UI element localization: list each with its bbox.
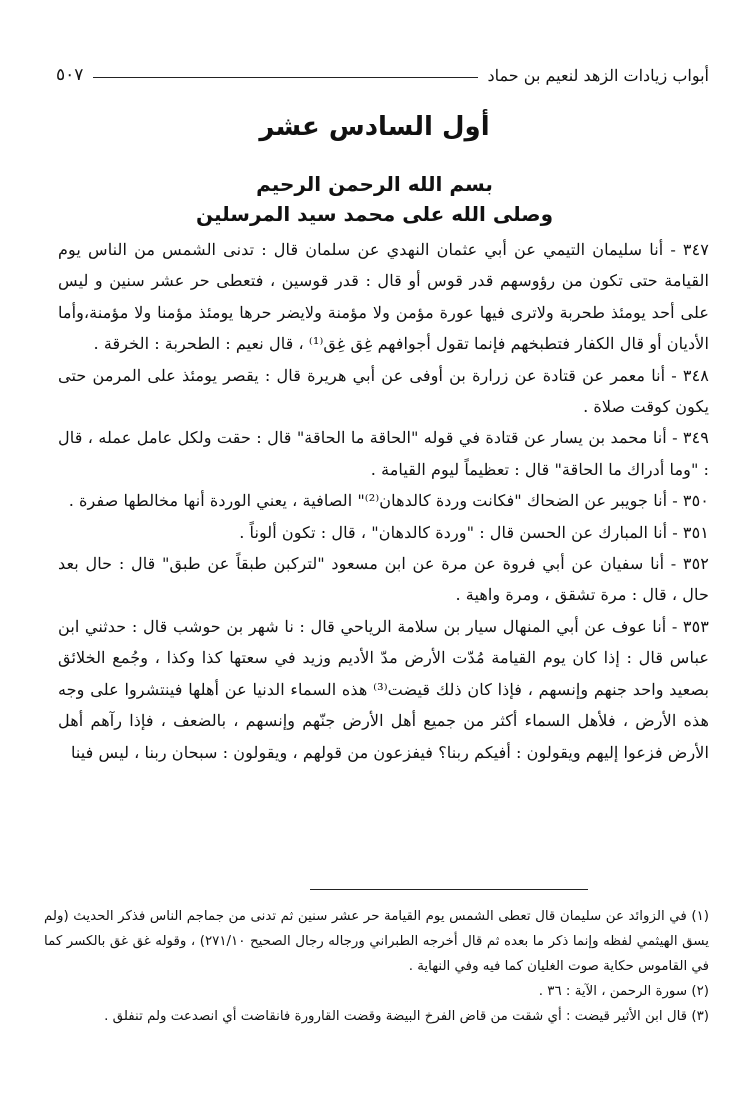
footnotes: [44, 904, 709, 1029]
hadith-paragraph-348: ٣٤٨ - أنا معمر عن قتادة عن زرارة بن أوفى عن أبي هريرة قال : يقصر يومئذ على المرمن حتى يكون كوقت صلاة .: [58, 365, 709, 417]
chapter-title: أول السادس عشر: [259, 112, 490, 142]
running-head: [56, 62, 709, 88]
hadith-paragraph-347: ٣٤٧ - أنا سليمان التيمي عن أبي عثمان النهدي عن سلمان قال : تدنى الشمس من الناس يوم القيامة حتى تكون من رؤوسهم قدر قوس أو قال : قدر قوسين ، فتعطى حر عشر سنين و ليس على أحد يومئذ طحربة ولاترى فيها عورة مؤمن ولا مؤمنة ولايضر حرها يومئذ مؤمنا ولا مؤمنة،وأما الأديان أو قال الكفار فتطبخهم فإنما تقول أجوافهم غِق غِق⁽¹⁾ ، قال نعيم : الطحربة : الخرقة .: [58, 240, 709, 354]
hadith-paragraph-351: ٣٥١ - أنا المبارك عن الحسن قال : "وردة كالدهان" ، قال : تكون ألوناً .: [239, 522, 709, 542]
hadith-paragraph-350: ٣٥٠ - أنا جويبر عن الضحاك "فكانت وردة كالدهان⁽²⁾" الصافية ، يعني الوردة أنها مخالطها صفرة .: [68, 491, 709, 511]
salutation-line: وصلى الله على محمد سيد المرسلين: [195, 202, 554, 226]
basmala-line: بسم الله الرحمن الرحيم: [256, 172, 493, 196]
hadith-paragraph-352: ٣٥٢ - أنا سفيان عن أبي فروة عن مرة عن ابن مسعود "لتركبن طبقاً عن طبق" قال : حال بعد حال ، قال : مرة تشقق ، ومرة واهية .: [58, 554, 709, 605]
footnote-3: (٣) قال ابن الأثير قيضت : أي شقت من قاض الفرخ البيضة وقضت القارورة فانقاضت أي انصدعت ولم تنفلق .: [104, 1009, 709, 1024]
running-head-rule: [93, 77, 477, 78]
running-head-title: أبواب زيادات الزهد لنعيم بن حماد: [487, 65, 709, 85]
main-text: [58, 234, 709, 768]
footnote-2: (٢) سورة الرحمن ، الآية : ٣٦ .: [538, 984, 709, 999]
hadith-paragraph-353: ٣٥٣ - أنا عوف عن أبي المنهال سيار بن سلامة الرياحي قال : نا شهر بن حوشب قال : حدثني ابن عباس قال : إذا كان يوم القيامة مُدّت الأرض مدّ الأديم وزيد في سعتها كذا وكذا ، وجُمع الخلائق بصعيد واحد جنهم وإنسهم ، فإذا كان ذلك قيضت⁽³⁾ هذه السماء الدنيا عن أهلها فينتشروا على وجه هذه الأرض ، فلأهل السماء أكثر من جميع أهل الأرض جنّهم وإنسهم ، بالضعف ، فإذا رآهم أهل الأرض فزعوا إليهم ويقولون : أفيكم ربنا؟ فيفزعون من قولهم ، ويقولون : سبحان ربنا ، ليس فينا: [58, 616, 709, 762]
hadith-paragraph-349: ٣٤٩ - أنا محمد بن يسار عن قتادة في قوله "الحاقة ما الحاقة" قال : حقت ولكل عامل عمله ، قال : "وما أدراك ما الحاقة" قال : تعظيماً ليوم القيامة .: [58, 428, 709, 479]
footnote-1: (١) في الزوائد عن سليمان قال تعطى الشمس يوم القيامة حر عشر سنين ثم تدنى من جماجم الناس فذكر الحديث (ولم يسق الهيثمي لفظه وإنما ذكر ما بعده ثم قال أخرجه الطبراني ورجاله رجال الصحيح ٢٧١/١٠) ، وقوله غق غق بالكسر كما في القاموس حكاية صوت الغليان كما فيه وفي النهاية .: [44, 909, 709, 974]
footnote-separator: [310, 889, 588, 890]
page-number: ٥٠٧: [56, 65, 84, 85]
